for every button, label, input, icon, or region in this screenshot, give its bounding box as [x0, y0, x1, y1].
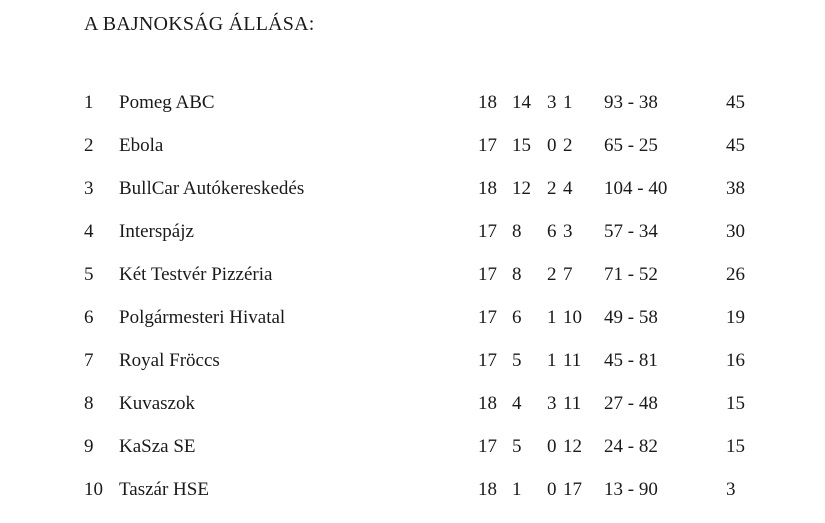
matches-won: 6: [512, 307, 522, 328]
matches-drawn: 2: [547, 178, 557, 199]
points: 45: [726, 135, 745, 156]
goal-difference: 65 - 25: [604, 135, 658, 156]
matches-lost: 1: [563, 92, 573, 113]
matches-won: 5: [512, 436, 522, 457]
standings-row: [0, 475, 825, 518]
matches-played: 17: [478, 264, 497, 285]
matches-lost: 12: [563, 436, 582, 457]
goal-difference: 27 - 48: [604, 393, 658, 414]
matches-played: 18: [478, 92, 497, 113]
matches-drawn: 6: [547, 221, 557, 242]
matches-lost: 11: [563, 393, 582, 414]
matches-played: 18: [478, 178, 497, 199]
matches-drawn: 0: [547, 135, 557, 156]
page-title: A BAJNOKSÁG ÁLLÁSA:: [84, 13, 315, 35]
matches-won: 4: [512, 393, 522, 414]
points: 15: [726, 436, 745, 457]
rank: 2: [84, 135, 94, 156]
standings-row: [0, 260, 825, 303]
matches-played: 18: [478, 393, 497, 414]
rank: 9: [84, 436, 94, 457]
points: 38: [726, 178, 745, 199]
matches-played: 17: [478, 307, 497, 328]
standings-row: [0, 131, 825, 174]
matches-drawn: 3: [547, 92, 557, 113]
standings-row: [0, 217, 825, 260]
rank: 8: [84, 393, 94, 414]
team-name: Taszár HSE: [119, 479, 209, 500]
matches-played: 18: [478, 479, 497, 500]
team-name: Kuvaszok: [119, 393, 195, 414]
rank: 5: [84, 264, 94, 285]
team-name: Royal Fröccs: [119, 350, 220, 371]
rank: 3: [84, 178, 94, 199]
matches-drawn: 2: [547, 264, 557, 285]
points: 15: [726, 393, 745, 414]
matches-drawn: 0: [547, 479, 557, 500]
points: 45: [726, 92, 745, 113]
standings-row: [0, 432, 825, 475]
team-name: KaSza SE: [119, 436, 196, 457]
team-name: Polgármesteri Hivatal: [119, 307, 286, 328]
matches-played: 17: [478, 350, 497, 371]
matches-won: 14: [512, 92, 531, 113]
matches-lost: 11: [563, 350, 582, 371]
standings-row: [0, 389, 825, 432]
standings-row: [0, 88, 825, 131]
rank: 10: [84, 479, 103, 500]
goal-difference: 49 - 58: [604, 307, 658, 328]
matches-drawn: 0: [547, 436, 557, 457]
matches-lost: 17: [563, 479, 582, 500]
matches-drawn: 1: [547, 350, 557, 371]
goal-difference: 57 - 34: [604, 221, 658, 242]
matches-lost: 7: [563, 264, 573, 285]
matches-played: 17: [478, 135, 497, 156]
team-name: BullCar Autókereskedés: [119, 178, 305, 199]
goal-difference: 71 - 52: [604, 264, 658, 285]
goal-difference: 45 - 81: [604, 350, 658, 371]
team-name: Pomeg ABC: [119, 92, 215, 113]
team-name: Ebola: [119, 135, 164, 156]
rank: 1: [84, 92, 94, 113]
standings-row: [0, 303, 825, 346]
standings-list: [0, 88, 825, 518]
rank: 4: [84, 221, 94, 242]
points: 19: [726, 307, 745, 328]
matches-lost: 10: [563, 307, 582, 328]
matches-won: 12: [512, 178, 531, 199]
matches-drawn: 3: [547, 393, 557, 414]
points: 26: [726, 264, 745, 285]
matches-drawn: 1: [547, 307, 557, 328]
rank: 6: [84, 307, 94, 328]
matches-played: 17: [478, 221, 497, 242]
points: 3: [726, 479, 736, 500]
matches-won: 8: [512, 221, 522, 242]
goal-difference: 13 - 90: [604, 479, 658, 500]
matches-lost: 2: [563, 135, 573, 156]
points: 16: [726, 350, 745, 371]
team-name: Interspájz: [119, 221, 194, 242]
matches-lost: 4: [563, 178, 573, 199]
goal-difference: 24 - 82: [604, 436, 658, 457]
goal-difference: 104 - 40: [604, 178, 668, 199]
points: 30: [726, 221, 745, 242]
standings-row: [0, 174, 825, 217]
matches-played: 17: [478, 436, 497, 457]
matches-won: 5: [512, 350, 522, 371]
matches-won: 8: [512, 264, 522, 285]
matches-won: 15: [512, 135, 531, 156]
matches-won: 1: [512, 479, 522, 500]
team-name: Két Testvér Pizzéria: [119, 264, 273, 285]
matches-lost: 3: [563, 221, 573, 242]
standings-row: [0, 346, 825, 389]
goal-difference: 93 - 38: [604, 92, 658, 113]
rank: 7: [84, 350, 94, 371]
